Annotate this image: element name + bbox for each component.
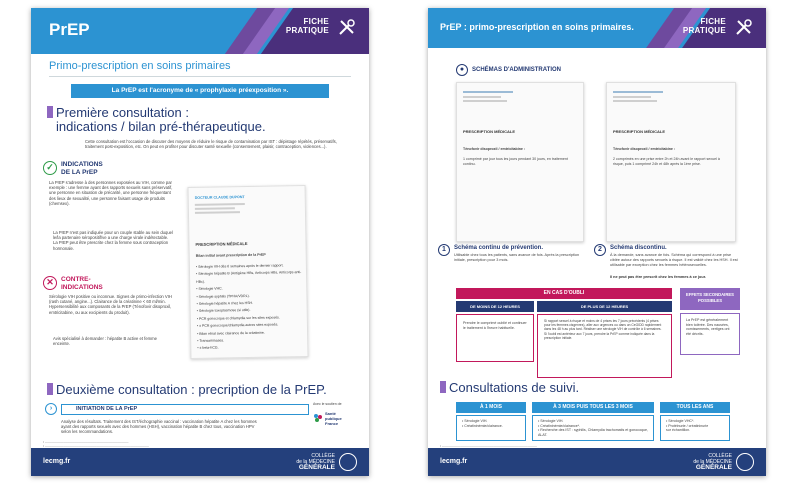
check-icon: ✓ bbox=[43, 161, 57, 175]
page-title: PrEP : primo-prescription en soins primaires. bbox=[440, 22, 634, 32]
page-footer bbox=[31, 448, 369, 476]
oubli-col2-text: Si rapport sexuel à risque et moins de 4 prises les 7 jours précédents (4 prises pour les femmes cisgenres), aller aux urgences ou dans un CeGIDD rapidement dans les 48 h au plus tard. Réaliser une sérologie VIH de contrôle à 6 semaines. Si l'oubli est antérieur aux 7 jours, prendre la PrEP comme indiquée dans la prescription initiale. bbox=[544, 319, 662, 340]
section-title-first-consultation: Première consultation : indications / bilan pré-thérapeutique. bbox=[47, 106, 266, 134]
prescription-item: • Transaminases. bbox=[197, 338, 225, 343]
prescription-item: • Sérologie syphilis (TPHA/VDRL). bbox=[196, 293, 250, 299]
schema-discontinu-text: À la demande, sans avance de fois. Schéma qui correspond à une prise ciblée autour des rapports sexuels à risque. Il est validé chez les HSH. Il est utilisable par exception chez les femmes hétérosexuelles. bbox=[610, 253, 738, 268]
prescription-sheet: DOCTEUR CLAUDE DUPONT PRESCRIPTION MÉDICALE Bilan initial avant prescription de la PrEP • Sérologie VIH dès 6 semaines après le dernier rapport. • Sérologie hépatite B (Antigène HBs, Anticorps HBs, Anticorps anti-HBc). • Sérologie VHC. • Sérologie syphilis (TPHA/VDRL). • Sérologie hépatite A chez les HSH. • Sérologie toxoplasmose (si utile). • PCR gonocoque et chlamydia sur les sites exposés. • ± PCR gonocoque/chlamydia autres sites exposés. • Bilan rénal avec clairance de la créatinine. • Transaminases. • ± beta-hCG. bbox=[188, 185, 309, 359]
fiche-pratique-label: FICHE PRATIQUE bbox=[285, 17, 329, 35]
prescription-sheet-continuous: PRESCRIPTION MÉDICALE Ténofovir disoproxil / emtricitabine : 1 comprimé par jour tous les jours pendant 30 jours, en traitement continu. bbox=[456, 82, 584, 242]
intro-text: Cette consultation est l'occasion de discuter des moyens de réduire le risque de contamination par IST : dépistage répétés, préservatifs, traitement post-exposition, etc. On peut en profiter pour discuter santé sexuelle (consentement, plaisir, contraception, violences...). bbox=[85, 139, 337, 150]
suivi-col1-items bbox=[462, 419, 521, 428]
college-logo-icon bbox=[736, 453, 754, 471]
page-header bbox=[428, 8, 766, 48]
tools-icon bbox=[337, 17, 357, 37]
prescription-item: • Sérologie VHC. bbox=[196, 286, 223, 292]
indications-text: La PrEP s'adresse à des personnes exposées au VIH, comme par exemple : une femme ayant des rapports sexuels sans préservatif, une personne en situation de précarité, une personne fréquentant des lieux de sexualité, une personne faisant usage de produits (chemsex). bbox=[49, 180, 173, 206]
indications-note: La PrEP n'est pas indiquée pour un couple stable au sein duquel le/la partenaire séropositif/ve a une charge virale indétectable. La PrEP peut être prescrite chez la femme sous contraception hormonale. bbox=[53, 230, 173, 251]
suivi-col2-items bbox=[538, 419, 649, 437]
suivi-item: • Sérologie VHC*. bbox=[666, 419, 695, 423]
contre-indications-note: Avis spécialisé à demander : hépatite B active et femme enceinte. bbox=[53, 336, 157, 347]
prescription-item: • Sérologie VIH dès 6 semaines après le dernier rapport. bbox=[195, 263, 284, 269]
prescription-item: • ± beta-hCG. bbox=[197, 345, 219, 351]
cross-icon: ✕ bbox=[43, 276, 57, 290]
suivi-item: sur échantillon. bbox=[666, 428, 691, 433]
section-title-suivi: Consultations de suivi. bbox=[440, 381, 579, 395]
college-logo-text: COLLÈGE de la MÉDECINE GÉNÉRALE bbox=[296, 453, 335, 471]
initiation-text: Analyse des résultats. Traitement des IST/échographie vaccinal : vaccination hépatite A chez les hommes ayant des rapports sexuels avec des hommes (HSH), vaccination hépatite B chez tous, vaccination HPV selon les recommandations. bbox=[61, 419, 257, 435]
number-2-icon: 2 bbox=[594, 244, 606, 256]
prescription-items bbox=[196, 262, 304, 353]
effets-text: La PrEP est généralement bien tolérée. Des nausées, vomissements, vertiges ont été décrits. bbox=[686, 318, 730, 336]
site-link[interactable]: lecmg.fr bbox=[440, 458, 468, 465]
suivi-col3-items bbox=[666, 419, 725, 433]
oubli-col2-head: DE PLUS DE 12 HEURES bbox=[537, 301, 672, 312]
college-logo-icon bbox=[339, 453, 357, 471]
prescription-item: • Bilan rénal avec clairance de la créatinine. bbox=[197, 330, 265, 336]
prescription-item: • PCR gonocoque et chlamydia sur les sites exposés. bbox=[196, 315, 280, 321]
page-1: PrEP FICHE PRATIQUE Primo-prescription en soins primaires La PrEP est l'acronyme de « prophylaxie préexposition ». Première consultation : indications / bilan pré-thérapeutique. Cette consultation est l'occasion de discuter des moyens de réduire le risque de contamination par IST : dépistage répétés, préservatifs, traitement post-exposition, etc. On peut en profiter pour discuter santé sexuelle (consentement, plaisir, contraception, violences...). ✓ INDICATIONS DE LA PrEP La PrEP s'adresse à des personnes exposées au VIH, comme par exemple : une femme ayant des rapports sexuels sans préservatif, une personne en situation de précarité, une personne fréquentant des lieux de sexualité, une personne faisant usage de produits (chemsex). La PrEP n'est pas indiquée pour un couple stable au sein duquel le/la partenaire séropositif/ve a une charge virale indétectable. La PrEP peut être prescrite chez la femme sous contraception hormonale. ✕ CONTRE- INDICATIONS Sérologie VIH positive ou inconnue. Signes de primo-infection VIH (rash cutané, angine...). Clairance de la créatinine < 60 ml/min. Hypersensibilité aux composants de la PrEP (Ténofovir disoproxil, emtricitabine, ou aux excipients du produit). Avis spécialisé à demander : hépatite B active et femme enceinte. DOCTEUR CLAUDE DUPONT PRESCRIPTION MÉDICALE Bilan initial avant prescription de la PrEP • Sérologie VIH dès 6 semaines après le dernier rapport. • Sérologie hépatite B (Antigène HBs, Anticorps HBs, Anticorps anti-HBc). • Sérologie VHC. • Sérologie syphilis (TPHA/VDRL). • Sérologie hépatite A chez les HSH. • Sérologie toxoplasmose (si utile). • PCR gonocoque et chlamydia sur les sites exposés. • ± PCR gonocoque/chlamydia autres sites exposés. • Bilan rénal avec clairance de la créatinine. • Transaminases. • ± beta-hCG. Deuxième consultation : precription de la PrEP. › INITIATION DE LA PrEP Analyse des résultats. Traitement des IST/échographie vaccinal : vaccination hépatite A chez les hommes ayant des rapports sexuels avec des hommes (HSH), vaccination hépatite B chez tous, vaccination HPV selon les recommandations. Avec le soutien de Santé publique France • ───────────────────────────────────── • ────────────────────────────────────────────── lecmg.fr COLLÈGE de la MÉDECINE GÉNÉRALE bbox=[31, 8, 369, 476]
pill-icon: ● bbox=[456, 64, 468, 76]
suivi-item: • Créatininémie/clairance*. bbox=[538, 423, 581, 428]
suivi-item: • Sérologie VIH. bbox=[538, 419, 564, 423]
suivi-item: • Créatininémie/clairance. bbox=[462, 423, 503, 428]
schema-discontinu-title: Schéma discontinu. bbox=[610, 245, 667, 251]
prescription-item: • ± PCR gonocoque/chlamydia autres sites exposés. bbox=[196, 322, 279, 329]
fiche-pratique-label: FICHE PRATIQUE bbox=[682, 17, 726, 35]
tools-icon bbox=[734, 17, 754, 37]
page-subtitle: Primo-prescription en soins primaires bbox=[49, 60, 231, 72]
contre-indications-text: Sérologie VIH positive ou inconnue. Signes de primo-infection VIH (rash cutané, angine...). Clairance de la créatinine < 60 ml/min. Hypersensibilité aux composants de la PrEP (Ténofovir disoproxil, emtricitabine, ou aux excipients du produit). bbox=[49, 294, 172, 315]
page-header bbox=[31, 8, 369, 54]
prescription-item: • Sérologie toxoplasmose (si utile). bbox=[196, 308, 251, 314]
schema-continu-title: Schéma continu de prévention. bbox=[454, 245, 544, 251]
effets-title: EFFETS SECONDAIRES POSSIBLES bbox=[680, 288, 740, 310]
schemas-title: SCHÉMAS D'ADMINISTRATION bbox=[472, 67, 561, 73]
arrow-icon: › bbox=[45, 403, 57, 415]
definition-banner: La PrEP est l'acronyme de « prophylaxie préexposition ». bbox=[71, 84, 329, 98]
initiation-label: INITIATION DE LA PrEP bbox=[61, 404, 309, 415]
sante-publique-logo: Santé publique France bbox=[313, 410, 353, 428]
schema-discontinu-note: Il ne peut pas être prescrit chez les femmes à ce jour. bbox=[610, 275, 707, 279]
section-title-second-consultation: Deuxième consultation : precription de la PrEP. bbox=[47, 383, 327, 397]
suivi-col1-head: À 1 MOIS bbox=[456, 402, 526, 413]
page-title: PrEP bbox=[49, 20, 90, 39]
indications-label: INDICATIONS DE LA PrEP bbox=[61, 161, 103, 176]
page-2: PrEP : primo-prescription en soins primaires. FICHE PRATIQUE ● SCHÉMAS D'ADMINISTRATION PRESCRIPTION MÉDICALE Ténofovir disoproxil / emtricitabine : 1 comprimé par jour tous les jours pendant 30 jours, en traitement continu. PRESCRIPTION MÉDICALE Ténofovir disoproxil / emtricitabine : 2 comprimés en une prise entre 2h et 24h avant le rapport sexuel à risque, puis 1 comprimé 24h et 48h après la 1ère prise. 1 Schéma continu de prévention. Utilisable chez tous les patients, sans avance de fois. Après la prescription initiale, prescription pour 3 mois. 2 Schéma discontinu. À la demande, sans avance de fois. Schéma qui correspond à une prise ciblée autour des rapports sexuels à risque. Il est validé chez les HSH. Il est utilisable par exception chez les femmes hétérosexuelles. Il ne peut pas être prescrit chez les femmes à ce jour. EN CAS D'OUBLI DE MOINS DE 12 HEURES DE PLUS DE 12 HEURES Prendre le comprimé oublié et continuer le traitement à l'heure habituelle. Si rapport sexuel à risque et moins de 4 prises les 7 jours précédents (4 prises pour les femmes cisgenres), aller aux urgences ou dans un CeGIDD rapidement dans les 48 h au plus tard. Réaliser une sérologie VIH de contrôle à 6 semaines. Si l'oubli est antérieur aux 7 jours, prendre la PrEP comme indiquée dans la prescription initiale. EFFETS SECONDAIRES POSSIBLES La PrEP est généralement bien tolérée. Des nausées, vomissements, vertiges ont été décrits. Consultations de suivi. À 1 MOIS À 3 MOIS PUIS TOUS LES 3 MOIS TOUS LES ANS • Sérologie VIH. • Créatininémie/clairance. • Sérologie VIH. • Créatininémie/clairance*. • Recherche des IST : syphilis, Chlamydia trachomatis et gonocoque, ALAT. • Sérologie VHC*. • Protéinurie / créatininurie sur échantillon. • ────────────────────────────────────────── lecmg.fr COLLÈGE de la MÉDECINE GÉNÉRALE bbox=[428, 8, 766, 476]
number-1-icon: 1 bbox=[438, 244, 450, 256]
prescription-sheet-discontinuous: PRESCRIPTION MÉDICALE Ténofovir disoproxil / emtricitabine : 2 comprimés en une prise entre 2h et 24h avant le rapport sexuel à risque, puis 1 comprimé 24h et 48h après la 1ère prise. bbox=[606, 82, 736, 242]
suivi-item: • Sérologie VIH. bbox=[462, 419, 488, 423]
page-footer bbox=[428, 448, 766, 476]
oubli-title: EN CAS D'OUBLI bbox=[456, 288, 672, 299]
suivi-col3-head: TOUS LES ANS bbox=[660, 402, 730, 413]
suivi-item: • Protéinurie / créatininurie bbox=[666, 423, 709, 428]
contre-indications-label: CONTRE- INDICATIONS bbox=[61, 276, 103, 291]
prescription-item: • Sérologie hépatite B (Antigène HBs, Anticorps HBs, Anticorps anti-HBc). bbox=[195, 270, 302, 284]
prescription-item: • Sérologie hépatite A chez les HSH. bbox=[196, 300, 254, 306]
suivi-col2-head: À 3 MOIS PUIS TOUS LES 3 MOIS bbox=[532, 402, 654, 413]
suivi-item: • Recherche des IST : syphilis, Chlamydia trachomatis et gonocoque, ALAT. bbox=[538, 428, 649, 437]
oubli-col1-head: DE MOINS DE 12 HEURES bbox=[456, 301, 534, 312]
oubli-col1-text: Prendre le comprimé oublié et continuer le traitement à l'heure habituelle. bbox=[463, 321, 527, 330]
site-link[interactable]: lecmg.fr bbox=[43, 458, 71, 465]
schema-continu-text: Utilisable chez tous les patients, sans avance de fois. Après la prescription initiale, prescription pour 3 mois. bbox=[454, 253, 580, 263]
college-logo-text: COLLÈGE de la MÉDECINE GÉNÉRALE bbox=[693, 453, 732, 471]
